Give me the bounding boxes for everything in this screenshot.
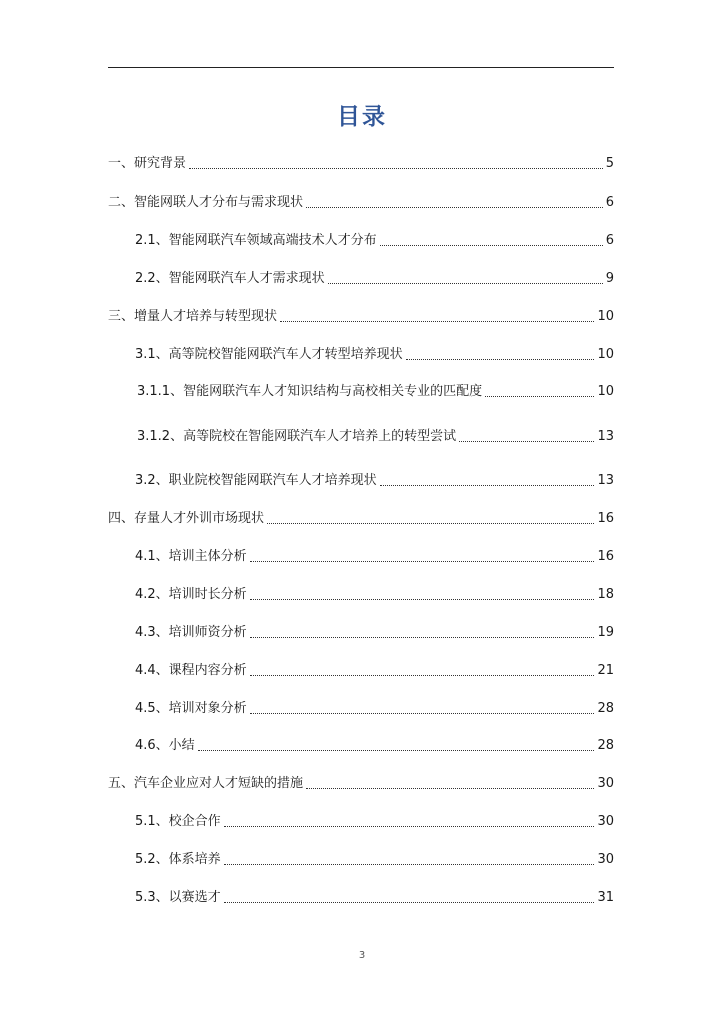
- toc-leader: [250, 599, 595, 600]
- toc-entry-page: 18: [597, 587, 614, 602]
- toc-entry-text: 3.1.2、高等院校在智能网联汽车人才培养上的转型尝试: [137, 429, 457, 444]
- toc-entry[interactable]: [108, 152, 614, 172]
- toc-leader: [224, 864, 595, 865]
- toc-entry-text: 5.2、体系培养: [135, 852, 221, 867]
- toc-entry[interactable]: [135, 734, 614, 754]
- toc-entry[interactable]: [108, 305, 614, 325]
- toc-leader: [250, 561, 595, 562]
- toc-entry[interactable]: [135, 229, 614, 249]
- toc-leader: [250, 713, 595, 714]
- toc-entry-text: 2.1、智能网联汽车领域高端技术人才分布: [135, 233, 377, 248]
- toc-entry-text: 4.6、小结: [135, 738, 195, 753]
- toc-leader: [198, 750, 595, 751]
- toc-entry[interactable]: [108, 772, 614, 792]
- toc-title: 目录: [337, 104, 387, 130]
- toc-entry-page: 21: [597, 663, 614, 678]
- toc-entry-page: 30: [597, 814, 614, 829]
- toc-entry-page: 5: [605, 156, 614, 171]
- toc-entry[interactable]: [135, 267, 614, 287]
- toc-entry-page: 10: [597, 384, 614, 399]
- toc-leader: [189, 168, 603, 169]
- toc-entry-text: 一、研究背景: [108, 156, 187, 171]
- toc-leader: [406, 359, 595, 360]
- toc-entry-page: 9: [605, 271, 614, 286]
- toc-entry-text: 4.4、课程内容分析: [135, 663, 247, 678]
- toc-entry-page: 28: [597, 701, 614, 716]
- toc-leader: [224, 902, 595, 903]
- toc-entry-text: 5.1、校企合作: [135, 814, 221, 829]
- toc-leader: [250, 675, 595, 676]
- toc-entry-text: 二、智能网联人才分布与需求现状: [108, 195, 304, 210]
- toc-leader: [306, 788, 594, 789]
- toc-entry[interactable]: [135, 469, 614, 489]
- toc-leader: [380, 245, 603, 246]
- toc-entry-page: 10: [597, 309, 614, 324]
- toc-entry-page: 6: [605, 195, 614, 210]
- toc-entry-page: 6: [605, 233, 614, 248]
- toc-entry[interactable]: [108, 191, 614, 211]
- toc-entry-text: 三、增量人才培养与转型现状: [108, 309, 278, 324]
- toc-entry-page: 16: [597, 549, 614, 564]
- toc-entry-text: 3.2、职业院校智能网联汽车人才培养现状: [135, 473, 377, 488]
- toc-leader: [306, 207, 603, 208]
- toc-entry[interactable]: [135, 848, 614, 868]
- toc-entry-text: 4.5、培训对象分析: [135, 701, 247, 716]
- toc-entry[interactable]: [137, 425, 614, 445]
- toc-entry-page: 13: [597, 473, 614, 488]
- toc-entry-text: 3.1.1、智能网联汽车人才知识结构与高校相关专业的匹配度: [137, 384, 483, 399]
- page-number: 3: [358, 950, 366, 961]
- toc-entry[interactable]: [108, 507, 614, 527]
- toc-leader: [485, 396, 594, 397]
- toc-entry-page: 31: [597, 890, 614, 905]
- toc-leader: [224, 826, 595, 827]
- toc-entry[interactable]: [135, 659, 614, 679]
- toc-entry-page: 28: [597, 738, 614, 753]
- toc-entry-text: 3.1、高等院校智能网联汽车人才转型培养现状: [135, 347, 403, 362]
- toc-leader: [380, 485, 595, 486]
- toc-entry[interactable]: [137, 380, 614, 400]
- toc-leader: [250, 637, 595, 638]
- toc-entry[interactable]: [135, 810, 614, 830]
- toc-entry-page: 13: [597, 429, 614, 444]
- toc-entry-page: 19: [597, 625, 614, 640]
- toc-entry[interactable]: [135, 886, 614, 906]
- toc-leader: [267, 523, 594, 524]
- toc-entry-text: 4.2、培训时长分析: [135, 587, 247, 602]
- toc-entry-page: 10: [597, 347, 614, 362]
- toc-leader: [328, 283, 603, 284]
- toc-entry[interactable]: [135, 583, 614, 603]
- toc-entry[interactable]: [135, 343, 614, 363]
- toc-entry-page: 16: [597, 511, 614, 526]
- toc-entry[interactable]: [135, 697, 614, 717]
- toc-leader: [459, 441, 594, 442]
- toc-entry-text: 四、存量人才外训市场现状: [108, 511, 265, 526]
- toc-entry[interactable]: [135, 545, 614, 565]
- toc-entry-text: 五、汽车企业应对人才短缺的措施: [108, 776, 304, 791]
- toc-entry-text: 4.1、培训主体分析: [135, 549, 247, 564]
- toc-leader: [280, 321, 594, 322]
- toc-entry-page: 30: [597, 776, 614, 791]
- toc-entry-page: 30: [597, 852, 614, 867]
- toc-entry[interactable]: [135, 621, 614, 641]
- toc-entry-text: 5.3、以赛选才: [135, 890, 221, 905]
- toc-entry-text: 4.3、培训师资分析: [135, 625, 247, 640]
- toc-entry-text: 2.2、智能网联汽车人才需求现状: [135, 271, 325, 286]
